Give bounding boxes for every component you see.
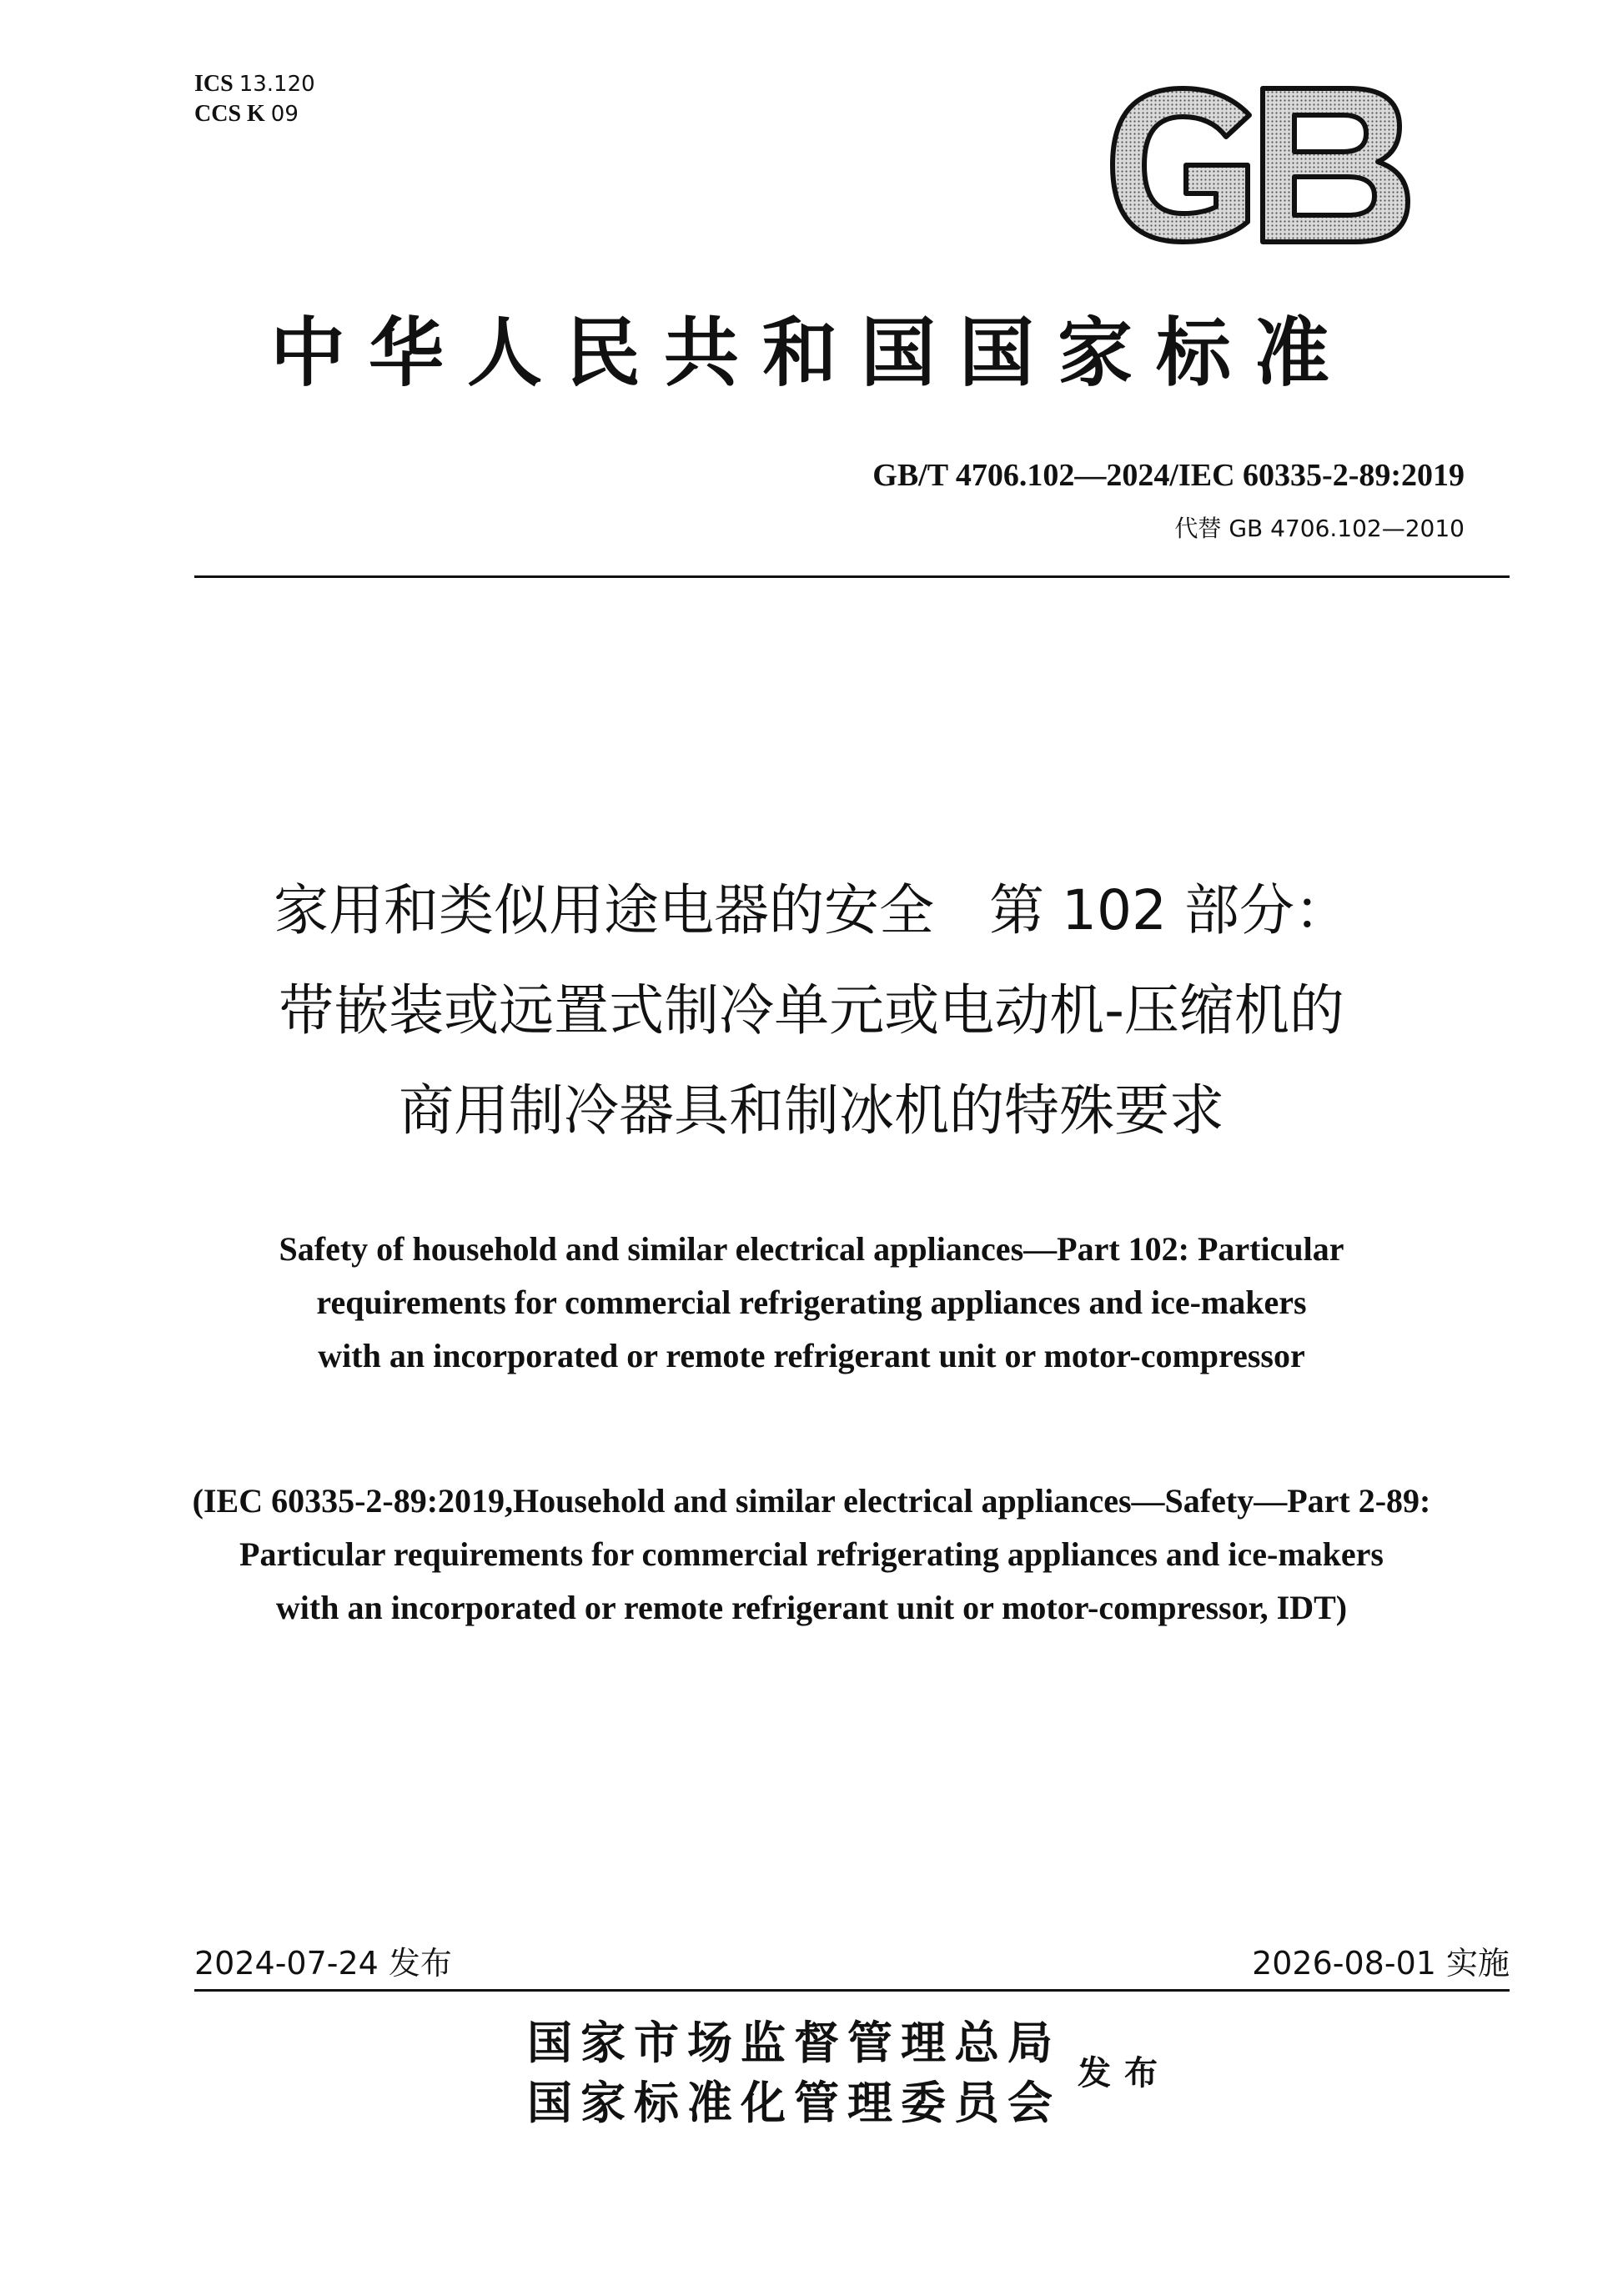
national-standard-title: 中华人民共和国国家标准 <box>270 309 1353 397</box>
title-en-line: requirements for commercial refrigerating appliances and ice-makers <box>316 1284 1307 1321</box>
ics-code <box>194 70 315 98</box>
ics-label: ICS <box>194 71 234 97</box>
title-zh-line: 家用和类似用途电器的安全 第 102 部分： <box>274 878 1349 942</box>
ccs-code <box>194 100 299 128</box>
ccs-letter: K <box>247 101 265 127</box>
standard-number: GB/T 4706.102—2024/IEC 60335-2-89:2019 <box>872 458 1465 493</box>
issuer-sac: 国家标准化管理委员会 <box>527 2076 1061 2129</box>
title-zh-line: 商用制冷器具和制冰机的特殊要求 <box>399 1078 1224 1143</box>
bottom-divider <box>194 1989 1510 1992</box>
top-divider <box>194 575 1510 578</box>
ics-value: 13.120 <box>239 72 315 97</box>
issuer-samr: 国家市场监督管理总局 <box>527 2016 1061 2069</box>
replaces-standard: 代替 GB 4706.102—2010 <box>1174 515 1465 542</box>
ccs-value: 09 <box>270 102 299 127</box>
issue-date: 2024-07-24 发布 <box>194 1945 452 1982</box>
equivalence-line: with an incorporated or remote refrigerant unit or motor-compressor, IDT) <box>275 1589 1348 1626</box>
equivalence-line: (IEC 60335-2-89:2019,Household and similar electrical appliances—Safety—Part 2-89: <box>192 1482 1431 1520</box>
title-zh-line: 带嵌装或远置式制冷单元或电动机-压缩机的 <box>279 978 1344 1042</box>
issue-word: 发布 <box>1078 2053 1171 2093</box>
title-en-line: with an incorporated or remote refrigerant unit or motor-compressor <box>318 1337 1305 1374</box>
implementation-date: 2026-08-01 实施 <box>1252 1945 1510 1982</box>
ccs-label: CCS <box>194 101 242 127</box>
equivalence-line: Particular requirements for commercial refrigerating appliances and ice-makers <box>239 1535 1384 1573</box>
gb-logo <box>1099 82 1419 249</box>
title-en-line: Safety of household and similar electrical appliances—Part 102: Particular <box>279 1230 1344 1268</box>
